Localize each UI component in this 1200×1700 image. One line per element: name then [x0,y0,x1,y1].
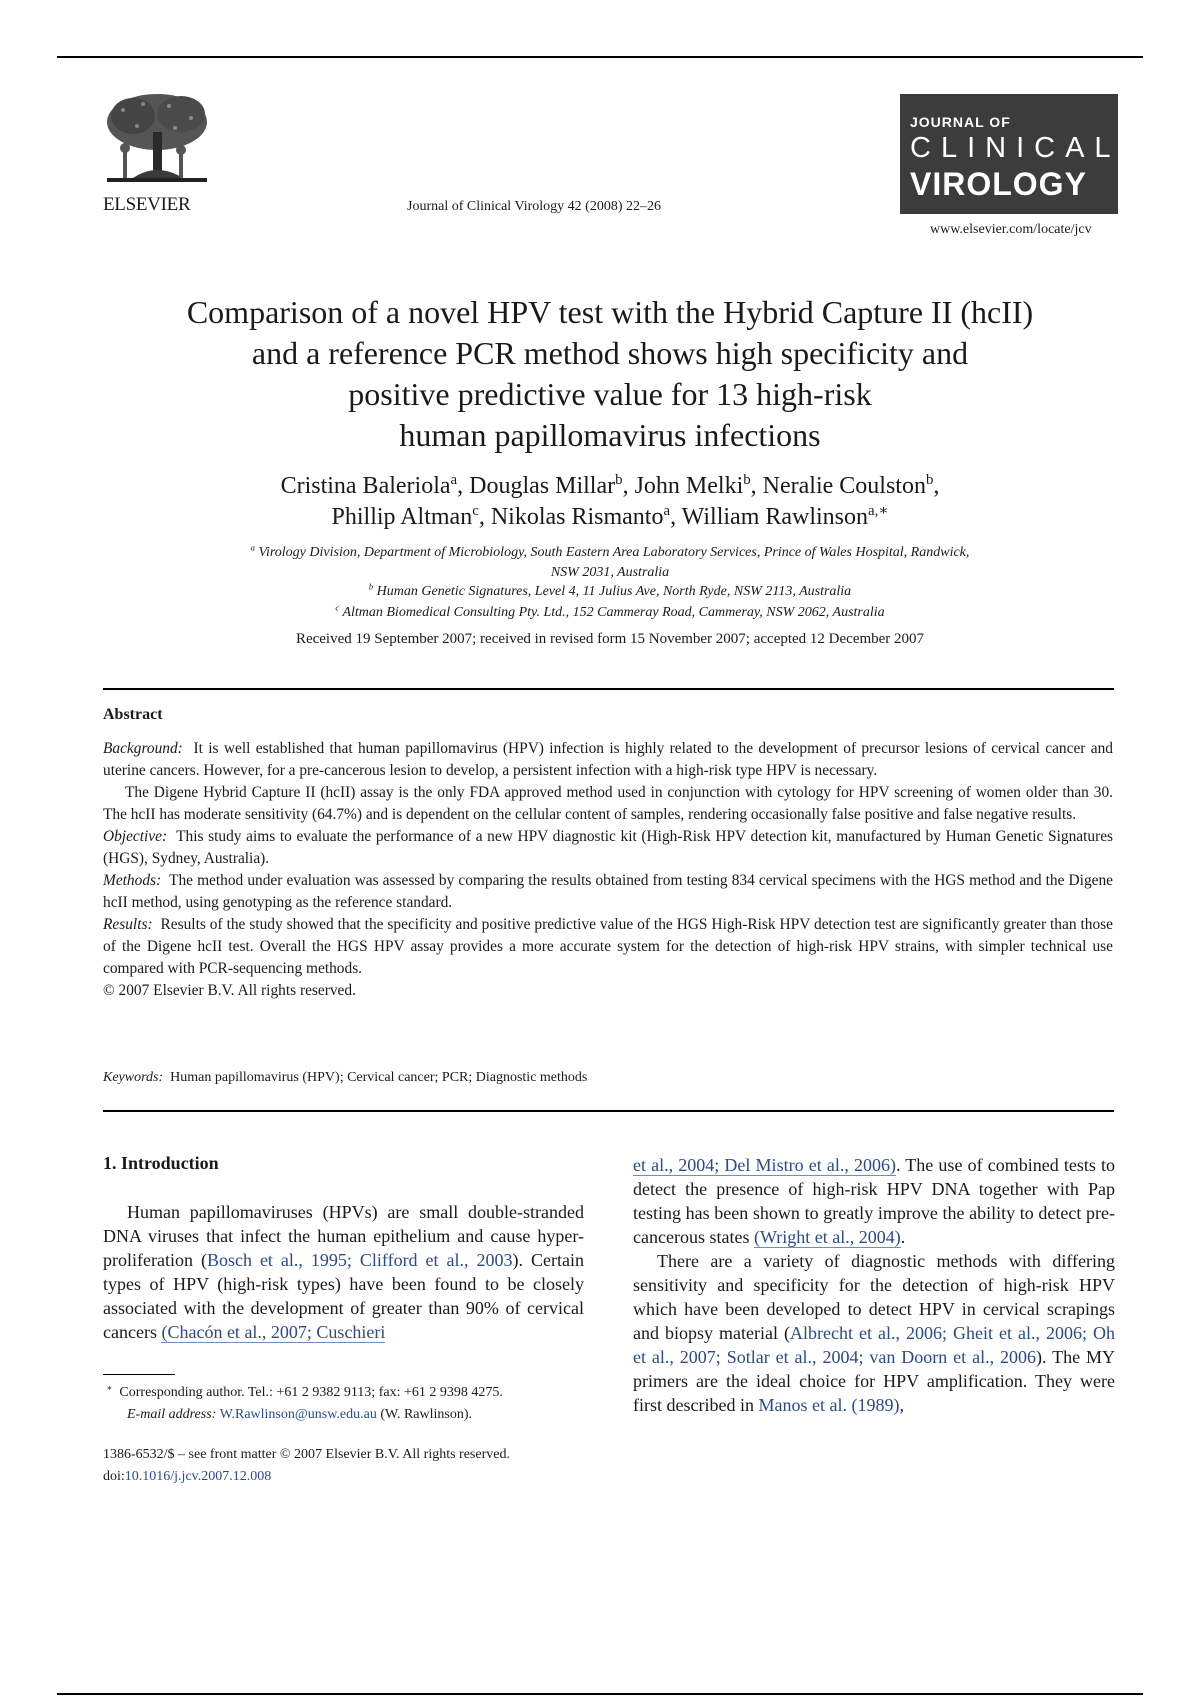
doi-line: doi:10.1016/j.jcv.2007.12.008 [103,1469,272,1484]
author: William Rawlinson$^{a,∗}$ [681,503,889,530]
abstract-background: Background: It is well established that human papillomavirus (HPV) infection is highly related to the development of precursor lesions of cervical cancer and uterine cancers. However, for a pre-cancerous lesion to develop, a persistent infection with a high-risk type HPV is necessary. [103,740,1113,779]
affiliation-c: $^c$ Altman Biomedical Consulting Pty. Ltd., 152 Cammeray Road, Cammeray, NSW 2062, Australia [335,602,885,620]
abstract-heading: Abstract [103,706,163,723]
corresponding-author-note: ∗ Corresponding author. Tel.: +61 2 9382 9113; fax: +61 2 9398 4275. [106,1382,503,1400]
left-column [103,1200,584,1344]
journal-logo-line1: JOURNAL OF [910,114,1011,130]
abstract-results: Results: Results of the study showed that the specificity and positive predictive value of the HGS High-Risk HPV detection test are significantly greater than those of the Digene hcII test. Overall the HGS HPV assay provides a more accurate system for the detection of high-risk HPV strains, with simpler technical use compared with PCR-sequencing methods. [103,916,1113,977]
citation-link[interactable]: Albrecht et al., 2006; Gheit et al., 2006; Oh et al., 2007; Sotlar et al., 2004; van Doorn et al., 2006 [633,1323,1115,1367]
author: Cristina Baleriola$^a$, [280,472,470,499]
front-matter [103,1444,510,1488]
abstract-copyright: © 2007 Elsevier B.V. All rights reserved. [103,982,356,999]
page-top-rule [57,56,1143,58]
email-note: E-mail address: W.Rawlinson@unsw.edu.au (W. Rawlinson). [127,1407,473,1422]
author: Phillip Altman$^c$, [331,503,491,530]
abstract-methods: Methods: The method under evaluation was assessed by comparing the results obtained from testing 834 cervical specimens with the HGS method and the Digene hcII method, using genotyping as the reference standard. [103,872,1113,911]
abstract-objective: Objective: This study aims to evaluate the performance of a new HPV diagnostic kit (High-Risk HPV detection kit, manufactured by Human Genetic Signatures (HGS), Sydney, Australia). [103,828,1114,867]
journal-logo [900,94,1121,214]
keywords: Keywords: Human papillomavirus (HPV); Cervical cancer; PCR; Diagnostic methods [103,1070,588,1085]
citation-link[interactable]: (Wright et al., 2004) [753,1227,901,1247]
footnote-rule [103,1374,175,1375]
author: Neralie Coulston$^b$, [762,472,940,499]
author-list [80,471,1140,533]
received-dates: Received 19 September 2007; received in revised form 15 November 2007; accepted 12 December 2007 [295,631,925,647]
elsevier-tree-logo [103,92,211,190]
right-column [633,1153,1115,1417]
abstract-top-rule [103,688,1114,690]
intro-paragraph-2: There are a variety of diagnostic methods with differing sensitivity and specificity for the detection of high-risk HPV which have been developed to detect HPV in cervical scrapings and biopsy material (Albrecht et al., 2006; Gheit et al., 2006; Oh et al., 2007; Sotlar et al., 2004; van Doorn et al., 2006). The MY primers are the ideal choice for HPV amplification. They were first described in Manos et al. (1989), [633,1251,1115,1415]
abstract-body [103,738,1113,1002]
citation-link[interactable]: (Chacón et al., 2007; Cuschieri [161,1322,386,1342]
journal-reference: Journal of Clinical Virology 42 (2008) 22–26 [407,199,661,214]
section-heading-introduction: 1. Introduction [103,1153,219,1173]
journal-logo-line2: CLINICAL [910,132,1121,164]
abstract-background-2: The Digene Hybrid Capture II (hcII) assay is the only FDA approved method used in conjunction with cytology for HPV screening of women older than 30. The hcII has moderate sensitivity (64.7%) and is dependent on the cellular content of samples, rendering occasionally false positive and false negative results. [103,784,1113,823]
article-title: Comparison of a novel HPV test with the Hybrid Capture II (hcII) and a reference PCR method shows high specificity and positive predictive value for 13 high-risk human papillomavirus infections [186,294,1034,453]
email-link[interactable]: W.Rawlinson@unsw.edu.au [219,1407,377,1422]
author: John Melki$^b$, [634,472,763,499]
footnotes [103,1382,503,1426]
page-bottom-rule [57,1693,1143,1695]
citation-link[interactable]: Bosch et al., 1995; Clifford et al., 2003 [206,1250,513,1270]
intro-paragraph-1-continued: et al., 2004; Del Mistro et al., 2006). The use of combined tests to detect the presence of high-risk HPV DNA together with Pap testing has been shown to greatly improve the ability to detect pre-cancerous states (Wright et al., 2004). [633,1155,1115,1247]
citation-link[interactable]: Manos et al. (1989) [758,1395,900,1415]
publisher-name: ELSEVIER [103,194,191,215]
author: Nikolas Rismanto$^a$, [490,503,682,530]
abstract-bottom-rule [103,1110,1114,1112]
journal-url-link[interactable]: www.elsevier.com/locate/jcv [930,222,1092,237]
citation-link[interactable]: et al., 2004; Del Mistro et al., 2006) [633,1155,896,1175]
doi-link[interactable]: 10.1016/j.jcv.2007.12.008 [124,1469,272,1484]
intro-paragraph-1: Human papillomaviruses (HPVs) are small double-stranded DNA viruses that infect the human epithelium and cause hyper-proliferation (Bosch et al., 1995; Clifford et al., 2003). Certain types of HPV (high-risk types) have been found to be closely associated with the development of greater than 90% of cervical cancers (Chacón et al., 2007; Cuschieri [103,1202,584,1342]
affiliation-a: $^a$ Virology Division, Department of Microbiology, South Eastern Area Laboratory Services, Prince of Wales Hospital, Randwick, NSW 2031, Australia [250,542,970,580]
author: Douglas Millar$^b$, [469,472,635,499]
affiliation-b: $^b$ Human Genetic Signatures, Level 4, 11 Julius Ave, North Ryde, NSW 2113, Australia [368,581,852,599]
issn-line: 1386-6532/$ – see front matter © 2007 Elsevier B.V. All rights reserved. [103,1447,510,1462]
journal-logo-line3: VIROLOGY [910,166,1087,202]
